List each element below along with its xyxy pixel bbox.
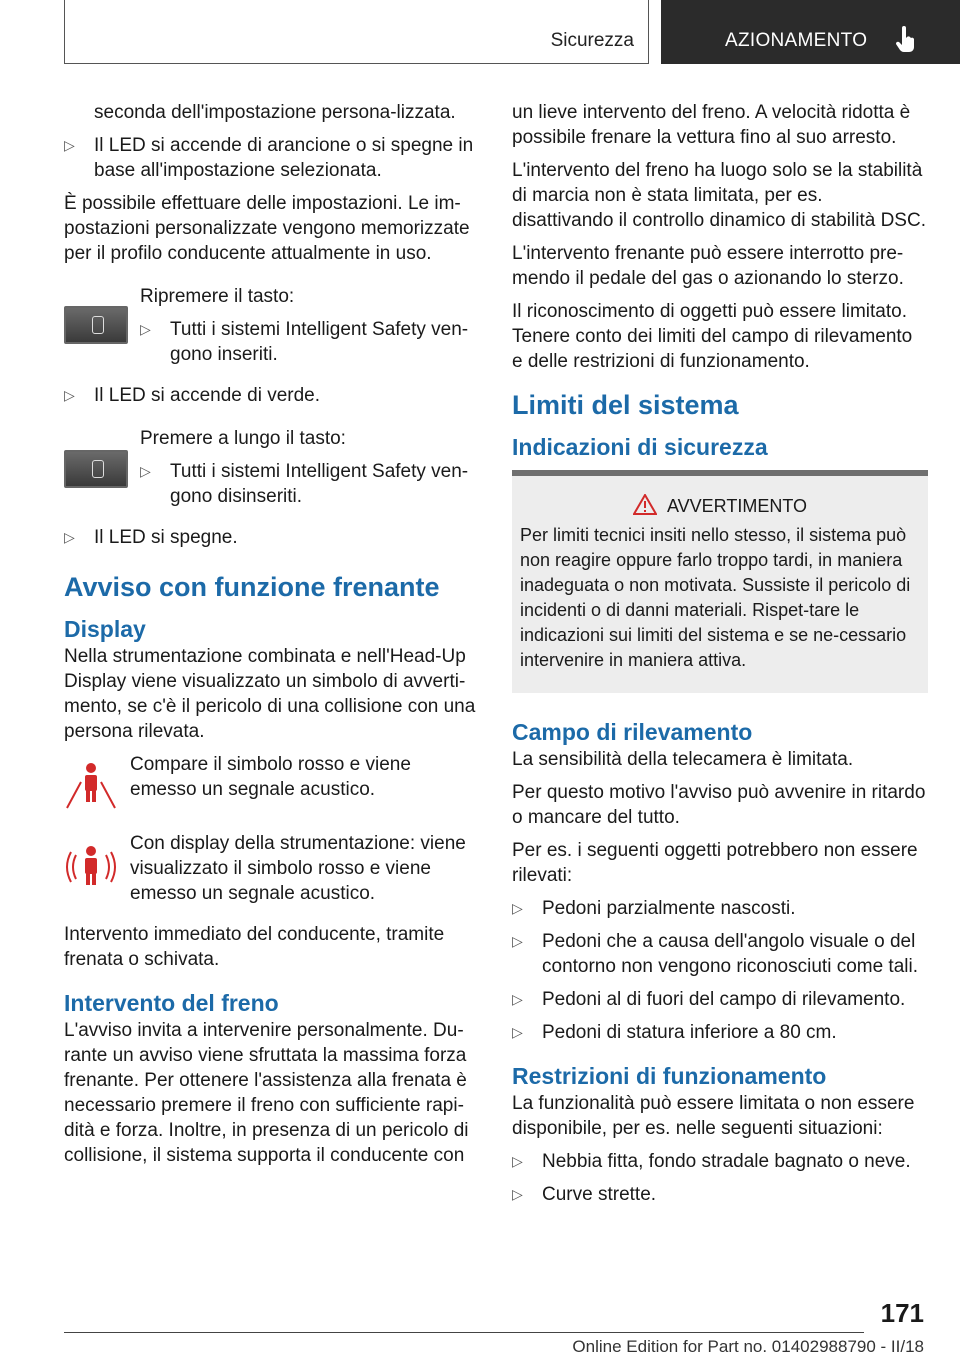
instruction: Premere a lungo il tasto: bbox=[140, 428, 346, 449]
list-item: ▷ Tutti i sistemi Intelligent Safety ven-gono inseriti. bbox=[140, 319, 469, 365]
footer-edition: Online Edition for Part no. 01402988790 - II/18 bbox=[572, 1337, 924, 1356]
bullet-marker: ▷ bbox=[512, 1153, 523, 1169]
header-section-label: Sicurezza bbox=[550, 30, 634, 51]
left-column bbox=[64, 100, 480, 1176]
bullet-marker: ▷ bbox=[512, 1024, 523, 1040]
section-heading: Limiti del sistema bbox=[512, 390, 739, 420]
subsection-heading: Indicazioni di sicurezza bbox=[512, 434, 768, 460]
list-item: ▷ Pedoni al di fuori del campo di rilevamento. bbox=[512, 989, 906, 1010]
header-section-tab bbox=[64, 0, 649, 64]
bullet-marker: ▷ bbox=[64, 387, 75, 403]
paragraph: Il riconoscimento di oggetti può essere limitato. Tenere conto dei limiti del campo di rilevamento e delle restrizioni di funzionamento. bbox=[512, 301, 913, 372]
paragraph: L'intervento del freno ha luogo solo se la stabilità di marcia non è stata limitata, per es. disattivando il controllo dinamico di stabilità DSC. bbox=[512, 160, 926, 231]
symbol-row bbox=[64, 831, 480, 906]
bullet-marker: ▷ bbox=[512, 933, 523, 949]
list-item: ▷ Il LED si accende di arancione o si spegne in base all'impostazione selezionata. bbox=[64, 135, 474, 181]
list-item: ▷ Il LED si spegne. bbox=[64, 527, 238, 548]
bullet-marker: ▷ bbox=[512, 991, 523, 1007]
footer-divider bbox=[64, 1332, 864, 1333]
symbol-description: Compare il simbolo rosso e viene emesso un segnale acustico. bbox=[130, 754, 411, 800]
paragraph: La sensibilità della telecamera è limitata. bbox=[512, 749, 854, 770]
section-heading: Avviso con funzione frenante bbox=[64, 572, 440, 602]
page-number: 171 bbox=[880, 1298, 924, 1328]
warning-text: Per limiti tecnici insiti nello stesso, il sistema può non reagire oppure farlo troppo tardi, in maniera inadeguata o non motivata. Sussiste il pericolo di incidenti o di danni materiali. Rispet-tare le indicazioni sui limiti del sistema e se ne-cessario intervenire in maniera attiva. bbox=[520, 525, 911, 670]
paragraph: È possibile effettuare delle impostazioni. Le im-postazioni personalizzate vengono memorizzate per il profilo conducente attualmente in uso. bbox=[64, 193, 470, 264]
subsection-heading: Campo di rilevamento bbox=[512, 719, 753, 745]
paragraph: Per questo motivo l'avviso può avvenire in ritardo o mancare del tutto. bbox=[512, 782, 926, 828]
warning-title: AVVERTIMENTO bbox=[666, 496, 808, 516]
bullet-marker: ▷ bbox=[512, 900, 523, 916]
assist-button-icon bbox=[64, 450, 128, 488]
pedestrian-sound-icon bbox=[64, 843, 118, 893]
press-long-block bbox=[64, 426, 480, 517]
warning-triangle-icon bbox=[633, 494, 657, 515]
right-column bbox=[512, 100, 928, 1215]
list-item: ▷ Il LED si accende di verde. bbox=[64, 385, 321, 406]
warning-box bbox=[512, 470, 928, 693]
symbol-description: Con display della strumentazione: viene visualizzato il simbolo rosso e viene emesso un segnale acustico. bbox=[130, 833, 466, 904]
symbol-row bbox=[64, 752, 480, 817]
pedestrian-warning-icon bbox=[64, 760, 118, 810]
instruction: Ripremere il tasto: bbox=[140, 286, 295, 307]
paragraph: La funzionalità può essere limitata o non essere disponibile, per es. nelle seguenti situazioni: bbox=[512, 1093, 915, 1139]
header-chapter-tab bbox=[661, 0, 960, 64]
paragraph: un lieve intervento del freno. A velocità ridotta è possibile frenare la vettura fino al suo arresto. bbox=[512, 102, 911, 148]
list-item: ▷ Pedoni di statura inferiore a 80 cm. bbox=[512, 1022, 837, 1043]
list-item: ▷ Nebbia fitta, fondo stradale bagnato o neve. bbox=[512, 1151, 911, 1172]
assist-button-icon bbox=[64, 306, 128, 344]
list-item: ▷ Curve strette. bbox=[512, 1184, 657, 1205]
bullet-marker: ▷ bbox=[140, 463, 151, 479]
paragraph: L'intervento frenante può essere interrotto pre-mendo il pedale del gas o azionando lo sterzo. bbox=[512, 243, 904, 289]
subsection-heading: Intervento del freno bbox=[64, 990, 279, 1016]
subsection-heading: Display bbox=[64, 616, 146, 642]
bullet-marker: ▷ bbox=[140, 321, 151, 337]
paragraph: Nella strumentazione combinata e nell'Head-Up Display viene visualizzato un simbolo di avverti-mento, se c'è il pericolo di una collisione con una persona rilevata. bbox=[64, 646, 476, 742]
header-chapter-label: AZIONAMENTO bbox=[725, 30, 868, 51]
list-item: ▷ Pedoni che a causa dell'angolo visuale o del contorno non vengono riconosciuti come tali. bbox=[512, 931, 919, 977]
paragraph: Intervento immediato del conducente, tramite frenata o schivata. bbox=[64, 924, 445, 970]
bullet-marker: ▷ bbox=[64, 529, 75, 545]
bullet-marker: ▷ bbox=[64, 137, 75, 153]
list-item: ▷ Tutti i sistemi Intelligent Safety ven-gono disinseriti. bbox=[140, 461, 469, 507]
paragraph: L'avviso invita a intervenire personalmente. Du-rante un avviso viene sfruttata la massima forza frenante. Per ottenere l'assistenza alla frenata è necessario premere il freno con sufficiente rapi-dità e forza. Inoltre, in presenza di un pericolo di collisione, il sistema supporta il conducente con bbox=[64, 1020, 469, 1166]
paragraph: Per es. i seguenti oggetti potrebbero non essere rilevati: bbox=[512, 840, 918, 886]
hand-pointer-icon bbox=[895, 26, 917, 54]
subsection-heading: Restrizioni di funzionamento bbox=[512, 1063, 827, 1089]
list-item: ▷ Pedoni parzialmente nascosti. bbox=[512, 898, 796, 919]
bullet-marker: ▷ bbox=[512, 1186, 523, 1202]
press-short-block bbox=[64, 284, 480, 375]
continued-text: seconda dell'impostazione persona-lizzata. bbox=[94, 102, 456, 123]
